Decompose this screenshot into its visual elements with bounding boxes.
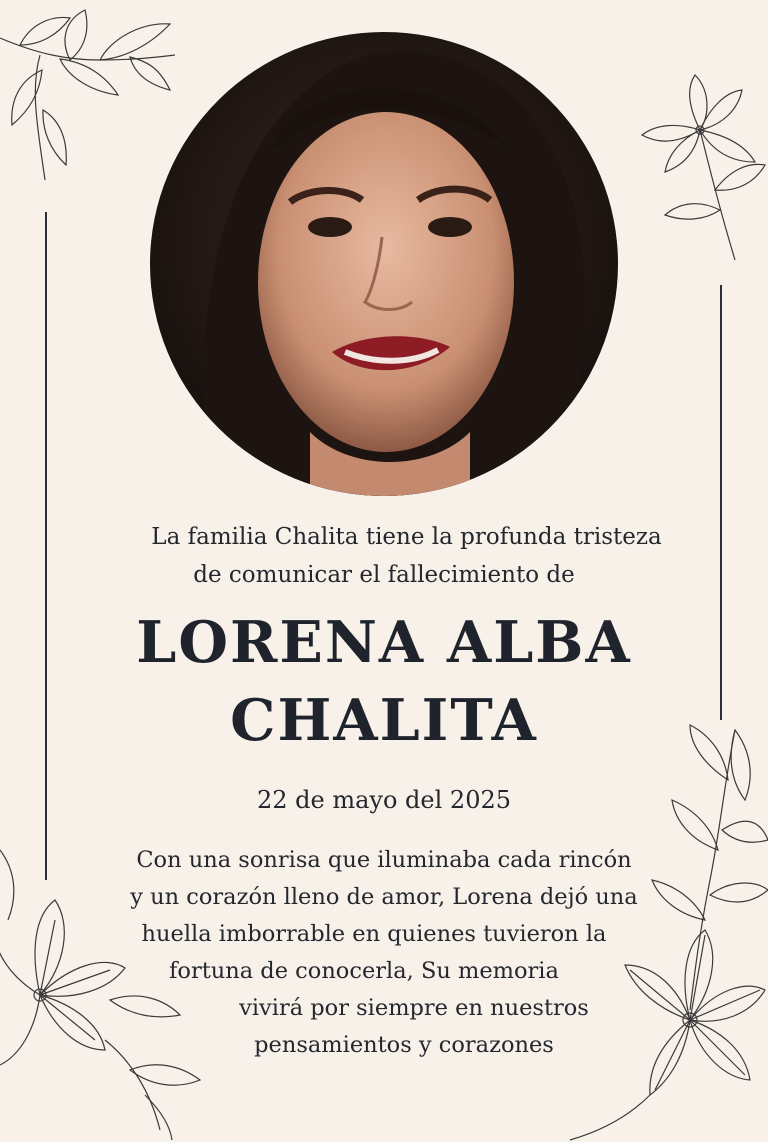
announcement-text (0, 518, 768, 594)
portrait-photo (150, 32, 618, 496)
leaf-branch-icon (0, 0, 190, 200)
flower-branch-icon (630, 70, 768, 270)
deceased-name (0, 604, 768, 760)
announcement-line: de comunicar el fallecimiento de (193, 562, 575, 588)
announcement-line: La familia Chalita tiene la profunda tristeza (151, 524, 662, 550)
memorial-message (0, 842, 768, 1064)
message-line: Con una sonrisa que iluminaba cada rincón (136, 847, 632, 873)
death-date: 22 de mayo del 2025 (256, 786, 511, 814)
message-line: fortuna de conocerla, Su memoria (169, 958, 559, 984)
message-line: y un corazón lleno de amor, Lorena dejó una (130, 884, 638, 910)
message-line: huella imborrable en quienes tuvieron la (141, 921, 607, 947)
message-line: vivirá por siempre en nuestros (239, 995, 589, 1021)
name-line: LORENA ALBA (136, 609, 632, 676)
message-line: pensamientos y corazones (254, 1032, 554, 1058)
name-line: CHALITA (230, 687, 538, 754)
